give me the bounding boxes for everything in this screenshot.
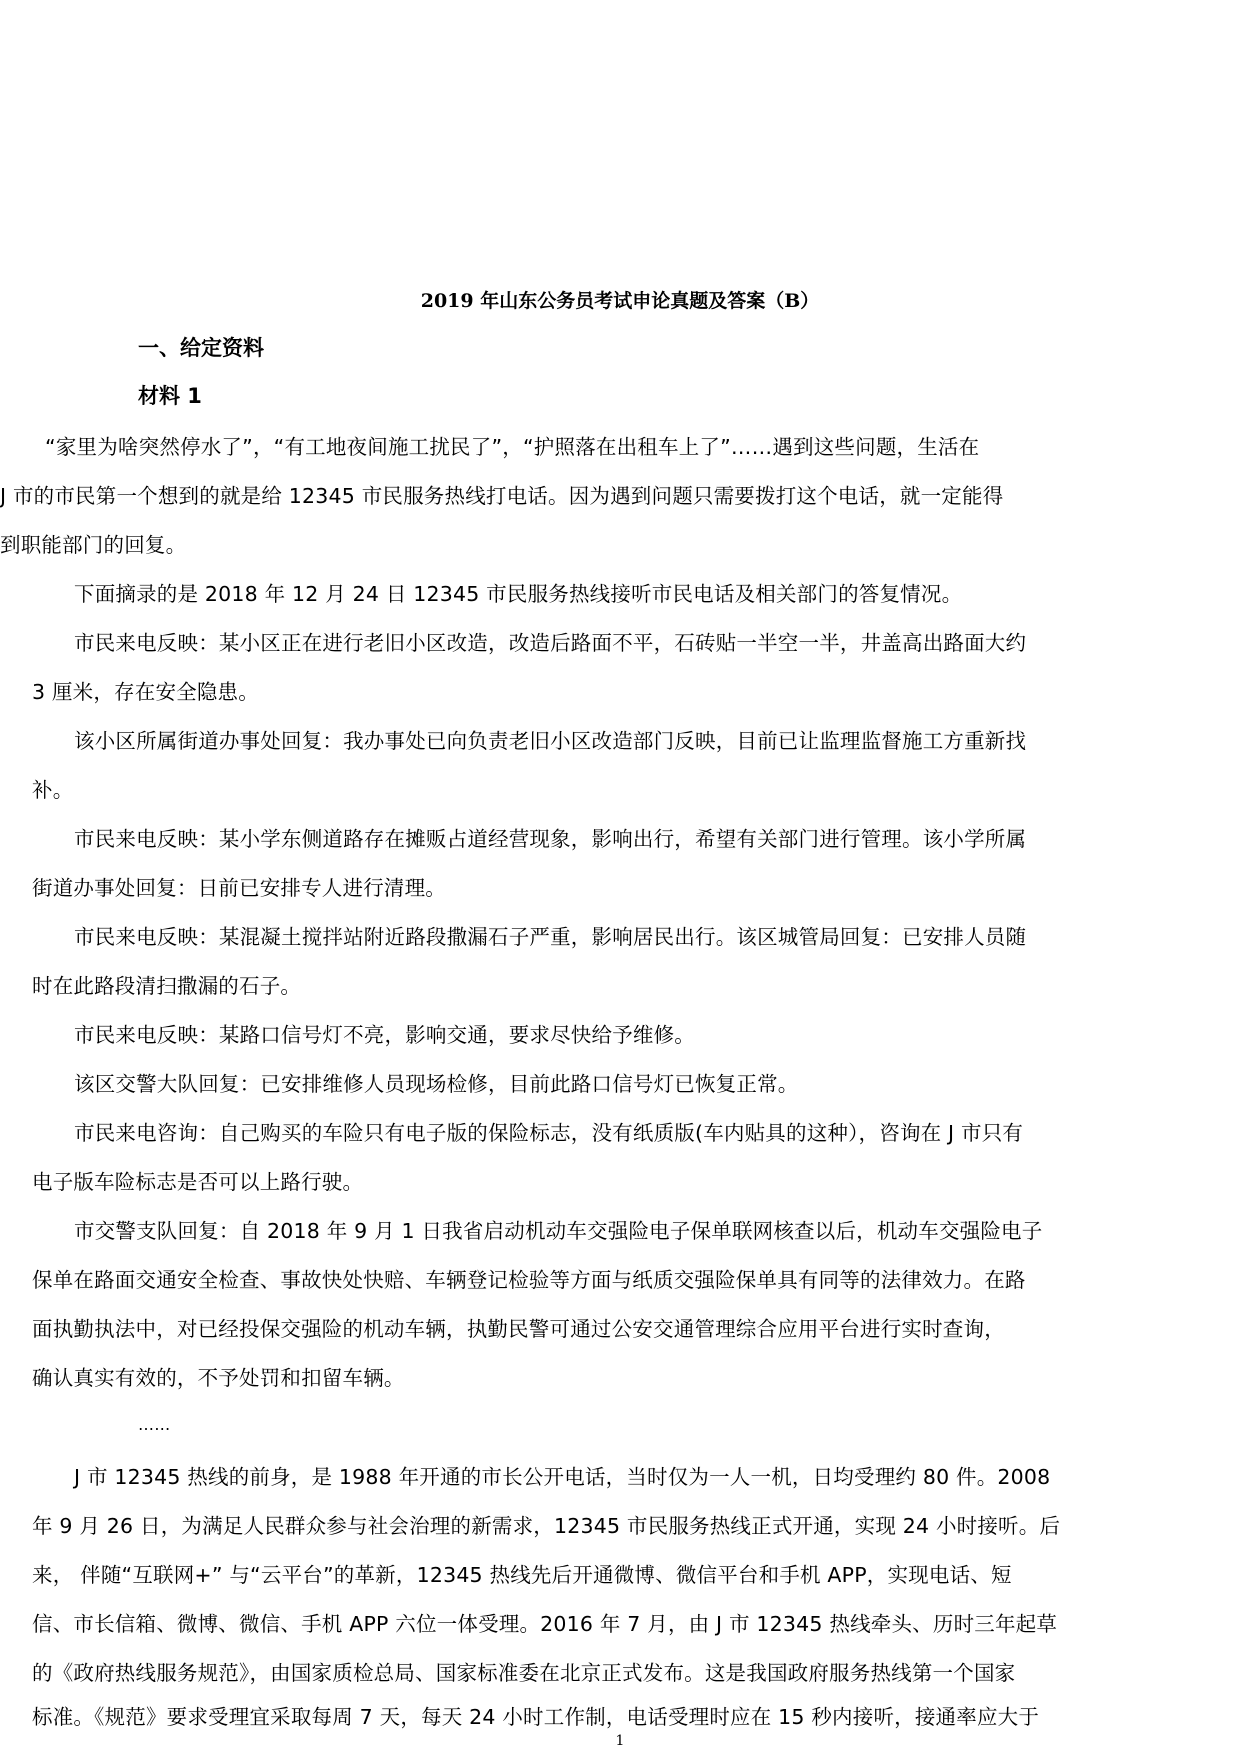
text-line: 时在此路段清扫撒漏的石子。 [32,974,302,998]
text-line: 市交警支队回复：自 2018 年 9 月 1 日我省启动机动车交强险电子保单联网核查以后，机动车交强险电子 [74,1219,1043,1243]
text-line: 下面摘录的是 2018 年 12 月 24 日 12345 市民服务热线接听市民电话及相关部门的答复情况。 [74,582,963,606]
ellipsis-line: …… [138,1415,171,1434]
text-line: 保单在路面交通安全检查、事故快处快赔、车辆登记检验等方面与纸质交强险保单具有同等的法律效力。在路 [32,1268,1026,1292]
text-line: 确认真实有效的，不予处罚和扣留车辆。 [32,1366,405,1390]
text-line: J 市 12345 热线的前身，是 1988 年开通的市长公开电话，当时仅为一人一机，日均受理约 80 件。2008 [74,1465,1051,1489]
text-line: 面执勤执法中，对已经投保交强险的机动车辆，执勤民警可通过公安交通管理综合应用平台进行实时查询， [32,1317,1005,1341]
text-line: 街道办事处回复：日前已安排专人进行清理。 [32,876,446,900]
text-line: 到职能部门的回复。 [0,533,187,557]
text-line: 该区交警大队回复：已安排维修人员现场检修，目前此路口信号灯已恢复正常。 [74,1072,799,1096]
text-line: 市民来电反映：某小区正在进行老旧小区改造，改造后路面不平，石砖贴一半空一半，井盖高出路面大约 [74,631,1027,655]
text-line: 年 9 月 26 日，为满足人民群众参与社会治理的新需求，12345 市民服务热线正式开通，实现 24 小时接听。后 [32,1514,1061,1538]
text-line: 该小区所属街道办事处回复：我办事处已向负责老旧小区改造部门反映，目前已让监理监督施工方重新找 [74,729,1027,753]
text-line: “家里为啥突然停水了”，“有工地夜间施工扰民了”，“护照落在出租车上了”……遇到这些问题，生活在 [45,435,980,459]
section-heading: 一、给定资料 [138,336,264,360]
text-line: 市民来电反映：某混凝土搅拌站附近路段撒漏石子严重，影响居民出行。该区城管局回复：已安排人员随 [74,925,1027,949]
text-line: 市民来电咨询：自己购买的车险只有电子版的保险标志，没有纸质版(车内贴具的这种），咨询在 J 市只有 [74,1121,1024,1145]
material-heading: 材料 1 [138,384,202,408]
text-line: 3 厘米，存在安全隐患。 [32,680,259,704]
text-line: 来， 伴随“互联网+” 与“云平台”的革新，12345 热线先后开通微博、微信平台和手机 APP，实现电话、短 [32,1563,1012,1587]
text-line: 电子版车险标志是否可以上路行驶。 [32,1170,364,1194]
text-line: 市民来电反映：某小学东侧道路存在摊贩占道经营现象，影响出行，希望有关部门进行管理。该小学所属 [74,827,1027,851]
document-title: 2019 年山东公务员考试申论真题及答案（B） [420,290,820,312]
page-number: 1 [615,1733,625,1749]
text-line: J 市的市民第一个想到的就是给 12345 市民服务热线打电话。因为遇到问题只需要拨打这个电话，就一定能得 [0,484,1004,508]
text-line: 补。 [32,778,74,802]
text-line: 的《政府热线服务规范》，由国家质检总局、国家标准委在北京正式发布。这是我国政府服务热线第一个国家 [32,1661,1016,1685]
text-line: 市民来电反映：某路口信号灯不亮，影响交通，要求尽快给予维修。 [74,1023,695,1047]
text-line: 信、市长信箱、微博、微信、手机 APP 六位一体受理。2016 年 7 月，由 J 市 12345 热线牵头、历时三年起草 [32,1612,1058,1636]
text-line: 标准。《规范》要求受理宜采取每周 7 天，每天 24 小时工作制，电话受理时应在 15 秒内接听，接通率应大于 [32,1705,1040,1729]
